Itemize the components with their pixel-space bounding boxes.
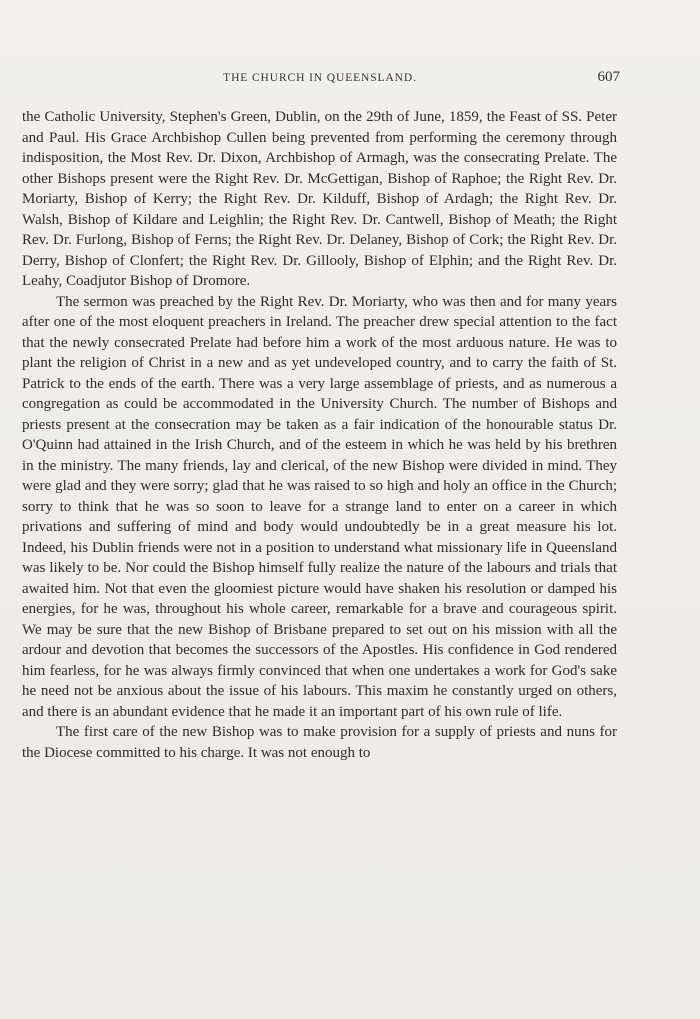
body-text bbox=[22, 107, 617, 763]
running-title: THE CHURCH IN QUEENSLAND. bbox=[223, 72, 417, 84]
page-number: 607 bbox=[597, 69, 620, 85]
paragraph-first-care: The first care of the new Bishop was to make provision for a supply of priests and nuns for the Diocese committed to his charge. It was not enough to bbox=[22, 724, 617, 761]
running-header bbox=[22, 69, 620, 92]
paragraph-continued: the Catholic University, Stephen's Green, Dublin, on the 29th of June, 1859, the Feast of SS. Peter and Paul. His Grace Archbishop Cullen being prevented from performing the ceremony through indisposition, the Most Rev. Dr. Dixon, Archbishop of Armagh, was the consecrating Prelate. The other Bishops present were the Right Rev. Dr. McGettigan, Bishop of Raphoe; the Right Rev. Dr. Moriarty, Bishop of Kerry; the Right Rev. Dr. Kilduff, Bishop of Ardagh; the Right Rev. Dr. Walsh, Bishop of Kildare and Leighlin; the Right Rev. Dr. Cantwell, Bishop of Meath; the Right Rev. Dr. Furlong, Bishop of Ferns; the Right Rev. Dr. Delaney, Bishop of Cork; the Right Rev. Dr. Derry, Bishop of Clonfert; the Right Rev. Dr. Gillooly, Bishop of Elphin; and the Right Rev. Dr. Leahy, Coadjutor Bishop of Dromore. bbox=[22, 109, 617, 289]
paragraph-sermon: The sermon was preached by the Right Rev. Dr. Moriarty, who was then and for many years after one of the most eloquent preachers in Ireland. The preacher drew special attention to the fact that the newly consecrated Prelate had before him a work of the most arduous nature. He was to plant the religion of Christ in a new and as yet undeveloped country, and to carry the faith of St. Patrick to the ends of the earth. There was a very large assemblage of priests, and as numerous a congregation as could be accommodated in the University Church. The number of Bishops and priests present at the consecration may be taken as a fair indication of the honourable status Dr. O'Quinn had attained in the Irish Church, and of the esteem in which he was held by his brethren in the ministry. The many friends, lay and clerical, of the new Bishop were divided in mind. They were glad and they were sorry; glad that he was raised to so high and holy an office in the Church; sorry to think that he was so soon to leave for a strange land to enter on a career in which privations and suffering of mind and body would undoubtedly be in a great measure his lot. Indeed, his Dublin friends were not in a position to understand what missionary life in Queensland was likely to be. Nor could the Bishop himself fully realize the nature of the labours and trials that awaited him. Not that even the gloomiest picture would have shaken his resolution or damped his energies, for he was, throughout his whole career, remarkable for a brave and courageous spirit. We may be sure that the new Bishop of Brisbane prepared to set out on his mission with all the ardour and devotion that becomes the successors of the Apostles. His confidence in God rendered him fearless, for he was always firmly convinced that when one undertakes a work for God's sake he need not be anxious about the issue of his labours. This maxim he constantly urged on others, and there is an abundant evidence that he made it an important part of his own rule of life. bbox=[22, 293, 617, 720]
